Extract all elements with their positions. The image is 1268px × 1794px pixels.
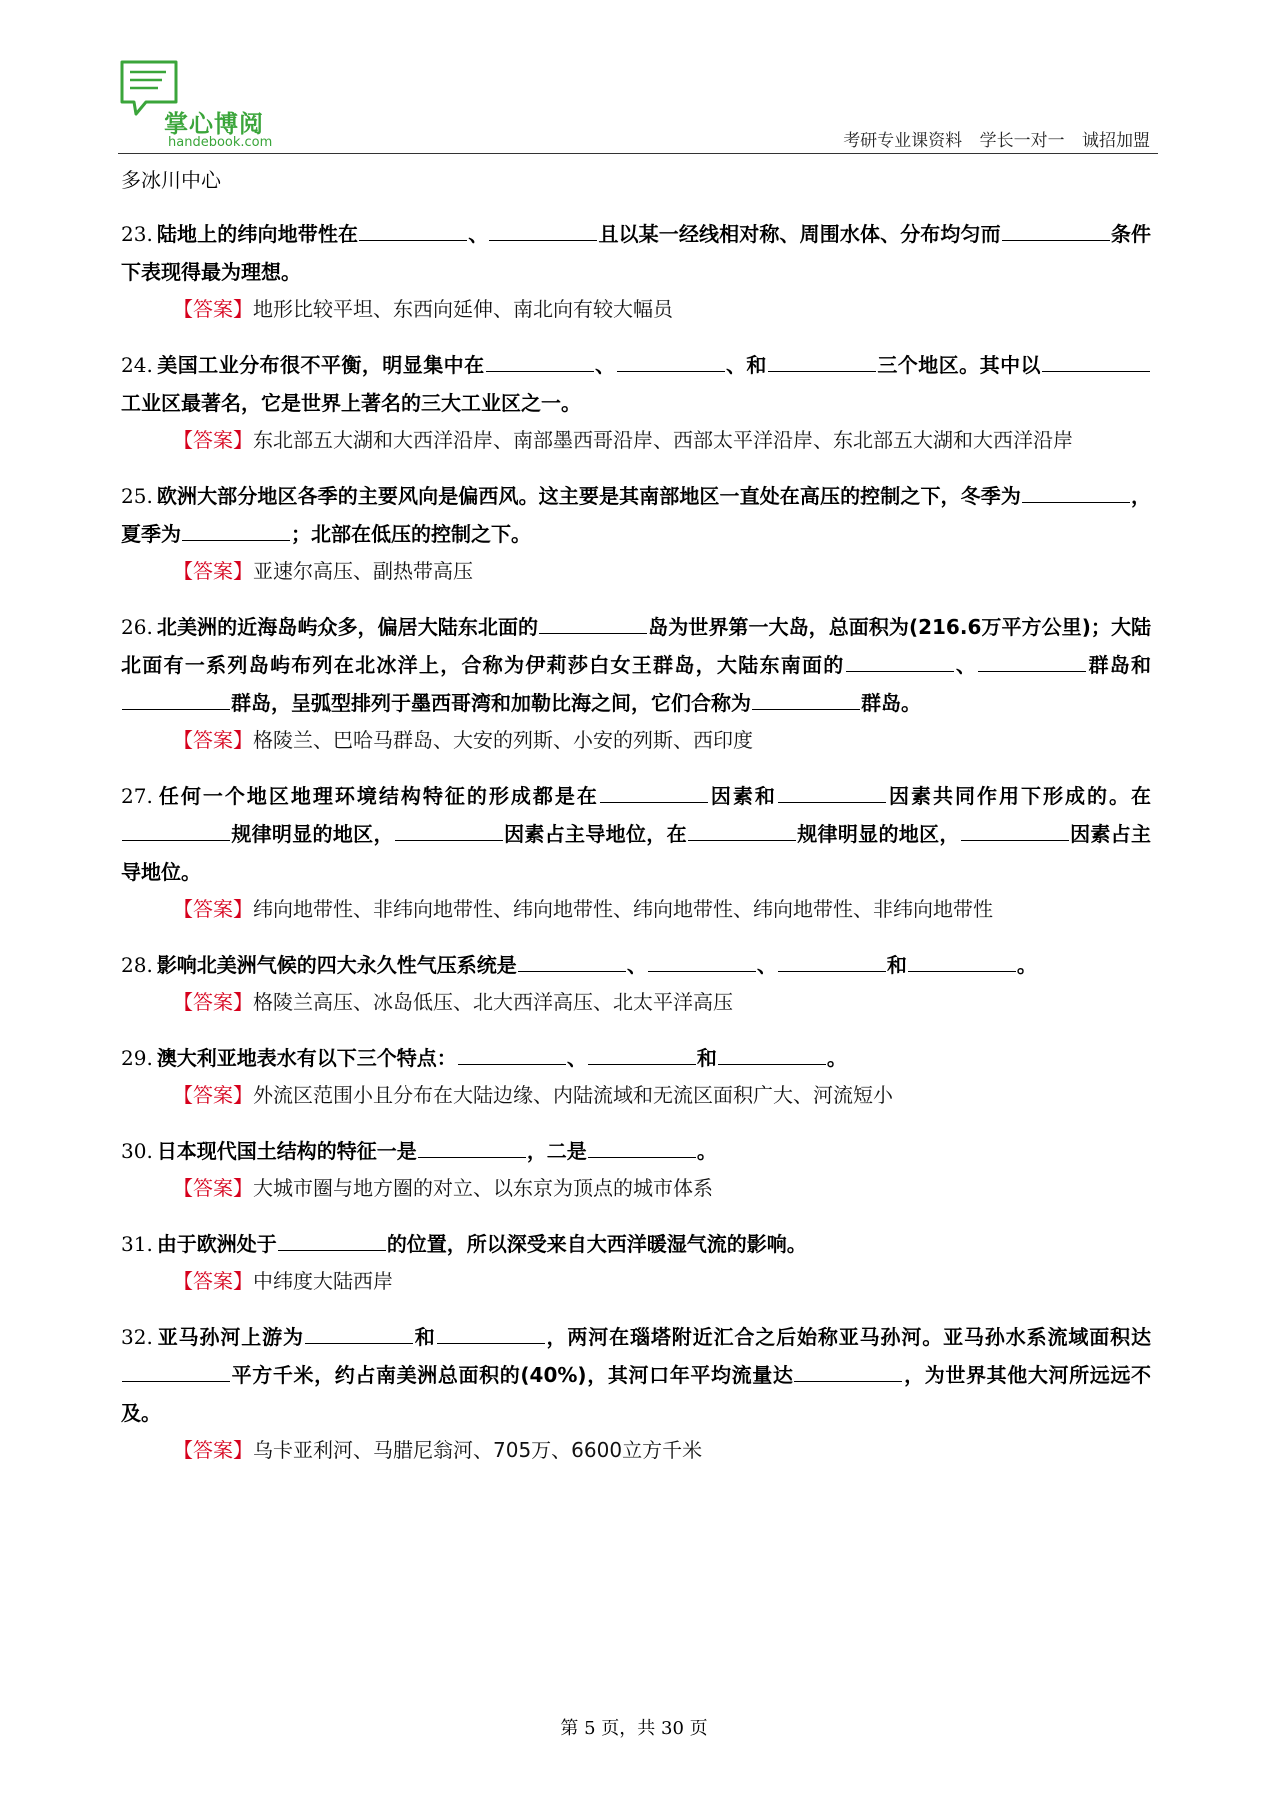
answer-blank xyxy=(458,1063,566,1065)
question-segment: 澳大利亚地表水有以下三个特点： xyxy=(156,1046,457,1070)
question-segment: ，二是 xyxy=(526,1139,587,1163)
question-segment: 影响北美洲气候的四大永久性气压系统是 xyxy=(156,953,517,977)
question-segment: 、 xyxy=(954,653,978,677)
answer-blank xyxy=(588,1156,696,1158)
answer-text: 纬向地带性、非纬向地带性、纬向地带性、纬向地带性、纬向地带性、非纬向地带性 xyxy=(253,897,993,921)
answer-label: 【答案】 xyxy=(173,559,253,583)
page-body xyxy=(121,163,1151,1487)
answer-blank xyxy=(588,1063,696,1065)
question-segment: 规律明显的地区， xyxy=(231,822,394,846)
answer-blank xyxy=(122,1380,230,1382)
question-number: 32. xyxy=(121,1325,153,1349)
answer-blank xyxy=(418,1156,526,1158)
question-segment: 任何一个地区地理环境结构特征的形成都是在 xyxy=(156,784,599,808)
answer-blank xyxy=(395,839,503,841)
question-segment: 规律明显的地区， xyxy=(796,822,960,846)
question-segment: 欧洲大部分地区各季的主要风向是偏西风。这主要是其南部地区一直处在高压的控制之下，冬季为 xyxy=(156,484,1021,508)
answer-line xyxy=(121,1264,1151,1298)
question-segment: 和 xyxy=(696,1046,717,1070)
question-segment: 、和 xyxy=(725,353,767,377)
answer-blank xyxy=(908,970,1016,972)
question-text xyxy=(121,1039,1151,1077)
question-text xyxy=(121,946,1151,984)
question-segment: 和 xyxy=(886,953,907,977)
answer-line xyxy=(121,554,1151,588)
question-segment: ；北部在低压的控制之下。 xyxy=(291,522,531,546)
question-block xyxy=(121,777,1151,926)
question-number: 31. xyxy=(121,1232,153,1256)
answer-blank xyxy=(617,370,725,372)
question-number: 23. xyxy=(121,222,153,246)
question-segment: 由于欧洲处于 xyxy=(156,1232,277,1256)
answer-text: 外流区范围小且分布在大陆边缘、内陆流域和无流区面积广大、河流短小 xyxy=(253,1083,893,1107)
question-text xyxy=(121,477,1151,553)
question-segment: 北美洲的近海岛屿众多，偏居大陆东北面的 xyxy=(156,615,539,639)
answer-blank xyxy=(846,670,954,672)
question-number: 26. xyxy=(121,615,153,639)
question-number: 30. xyxy=(121,1139,153,1163)
answer-line xyxy=(121,985,1151,1019)
answer-text: 东北部五大湖和大西洋沿岸、南部墨西哥沿岸、西部太平洋沿岸、东北部五大湖和大西洋沿岸 xyxy=(253,428,1073,452)
brand-logo xyxy=(118,58,273,150)
question-segment: 和 xyxy=(413,1325,436,1349)
question-segment: 、 xyxy=(468,222,489,246)
question-text xyxy=(121,1225,1151,1263)
answer-blank xyxy=(518,970,626,972)
question-block xyxy=(121,1132,1151,1205)
answer-text: 地形比较平坦、东西向延伸、南北向有较大幅员 xyxy=(253,297,673,321)
question-segment: 且以某一经线相对称、周围水体、分布均匀而 xyxy=(598,222,1001,246)
question-segment: 的位置，所以深受来自大西洋暖湿气流的影响。 xyxy=(386,1232,807,1256)
question-segment: 、 xyxy=(566,1046,587,1070)
question-block xyxy=(121,215,1151,326)
header-divider xyxy=(118,153,1158,154)
question-segment: 群岛。 xyxy=(861,691,921,715)
answer-blank xyxy=(278,1249,386,1251)
question-segment: 条件下表现得最为理想。 xyxy=(121,222,1152,284)
answer-blank xyxy=(437,1342,545,1344)
answer-line xyxy=(121,723,1151,757)
question-text xyxy=(121,777,1151,891)
question-segment: 岛为世界第一大岛，总面积为(216.6万平方公里)；大陆北面有一系列岛屿布列在北冰洋上，合称为伊莉莎白女王群岛，大陆东南面的 xyxy=(121,615,1152,677)
question-segment: 群岛，呈弧型排列于墨西哥湾和加勒比海之间，它们合称为 xyxy=(231,691,751,715)
question-text xyxy=(121,215,1151,291)
question-block xyxy=(121,608,1151,757)
question-number: 29. xyxy=(121,1046,153,1070)
question-segment: 因素共同作用下形成的。在 xyxy=(886,784,1152,808)
answer-blank xyxy=(961,839,1069,841)
answer-blank xyxy=(768,370,876,372)
question-block xyxy=(121,1225,1151,1298)
answer-line xyxy=(121,423,1151,457)
answer-blank xyxy=(718,1063,826,1065)
answer-blank xyxy=(489,239,597,241)
answer-blank xyxy=(688,839,796,841)
answer-blank xyxy=(539,632,647,634)
question-segment: ，夏季为 xyxy=(121,484,1151,546)
answer-label: 【答案】 xyxy=(173,1083,253,1107)
answer-line xyxy=(121,292,1151,326)
question-block xyxy=(121,946,1151,1019)
question-number: 28. xyxy=(121,953,153,977)
question-segment: 群岛和 xyxy=(1087,653,1152,677)
question-block xyxy=(121,477,1151,588)
answer-blank xyxy=(1002,239,1110,241)
answer-blank xyxy=(359,239,467,241)
answer-blank xyxy=(794,1380,902,1382)
question-text xyxy=(121,1132,1151,1170)
answer-line xyxy=(121,1078,1151,1112)
answer-text: 格陵兰、巴哈马群岛、大安的列斯、小安的列斯、西印度 xyxy=(253,728,753,752)
question-block xyxy=(121,346,1151,457)
question-block xyxy=(121,1318,1151,1467)
question-segment: 美国工业分布很不平衡，明显集中在 xyxy=(156,353,485,377)
answer-text: 亚速尔高压、副热带高压 xyxy=(253,559,473,583)
answer-label: 【答案】 xyxy=(173,1438,253,1462)
question-segment: 陆地上的纬向地带性在 xyxy=(156,222,359,246)
answer-label: 【答案】 xyxy=(173,1176,253,1200)
answer-label: 【答案】 xyxy=(173,1269,253,1293)
answer-text: 格陵兰高压、冰岛低压、北大西洋高压、北太平洋高压 xyxy=(253,990,733,1014)
answer-label: 【答案】 xyxy=(173,428,253,452)
question-segment: 因素占主导地位。 xyxy=(121,822,1151,884)
answer-blank xyxy=(122,708,230,710)
question-text xyxy=(121,1318,1151,1432)
answer-blank xyxy=(1022,501,1130,503)
question-segment: 平方千米，约占南美洲总面积的(40%)，其河口年平均流量达 xyxy=(231,1363,794,1387)
answer-text: 大城市圈与地方圈的对立、以东京为顶点的城市体系 xyxy=(253,1176,713,1200)
question-segment: 三个地区。其中以 xyxy=(876,353,1042,377)
question-text xyxy=(121,346,1151,422)
question-text xyxy=(121,608,1151,722)
answer-blank xyxy=(978,670,1086,672)
question-segment: 。 xyxy=(696,1139,717,1163)
answer-blank xyxy=(122,839,230,841)
question-number: 27. xyxy=(121,784,153,808)
page-number: 第 5 页，共 30 页 xyxy=(560,1718,708,1739)
question-number: 25. xyxy=(121,484,153,508)
answer-blank xyxy=(778,801,886,803)
header-tagline xyxy=(843,126,1150,151)
question-segment: 。 xyxy=(826,1046,847,1070)
answer-text: 乌卡亚利河、马腊尼翁河、705万、6600立方千米 xyxy=(253,1438,703,1462)
answer-blank xyxy=(752,708,860,710)
answer-label: 【答案】 xyxy=(173,297,253,321)
answer-blank xyxy=(486,370,594,372)
answer-blank xyxy=(648,970,756,972)
answer-text: 中纬度大陆西岸 xyxy=(253,1269,393,1293)
tagline-materials: 考研专业课资料 xyxy=(843,131,963,151)
answer-blank xyxy=(600,801,708,803)
answer-label: 【答案】 xyxy=(173,897,253,921)
question-segment: 因素占主导地位，在 xyxy=(503,822,687,846)
logo-url: handebook.com xyxy=(168,135,273,150)
answer-blank xyxy=(182,539,290,541)
continued-answer-text: 多冰川中心 xyxy=(121,168,221,192)
question-segment: 日本现代国土结构的特征一是 xyxy=(156,1139,417,1163)
question-block xyxy=(121,1039,1151,1112)
answer-blank xyxy=(305,1342,413,1344)
question-segment: 因素和 xyxy=(708,784,777,808)
answer-label: 【答案】 xyxy=(173,728,253,752)
tagline-franchise: 诚招加盟 xyxy=(1082,131,1150,151)
answer-line xyxy=(121,1433,1151,1467)
answer-blank xyxy=(1042,370,1150,372)
answer-label: 【答案】 xyxy=(173,990,253,1014)
question-segment: ，两河在瑙塔附近汇合之后始称亚马孙河。亚马孙水系流域面积达 xyxy=(545,1325,1152,1349)
question-number: 24. xyxy=(121,353,153,377)
question-list xyxy=(121,215,1151,1467)
question-segment: 、 xyxy=(626,953,647,977)
answer-line xyxy=(121,892,1151,926)
answer-blank xyxy=(778,970,886,972)
tagline-mentoring: 学长一对一 xyxy=(979,131,1065,151)
question-segment: 、 xyxy=(756,953,777,977)
question-segment: 亚马孙河上游为 xyxy=(156,1325,304,1349)
question-segment: 工业区最著名，它是世界上著名的三大工业区之一。 xyxy=(121,391,581,415)
question-segment: ，为世界其他大河所远远不及。 xyxy=(121,1363,1151,1425)
answer-line xyxy=(121,1171,1151,1205)
question-segment: 、 xyxy=(594,353,616,377)
question-segment: 。 xyxy=(1016,953,1037,977)
logo-wordmark: 掌心博阅 xyxy=(164,110,264,138)
